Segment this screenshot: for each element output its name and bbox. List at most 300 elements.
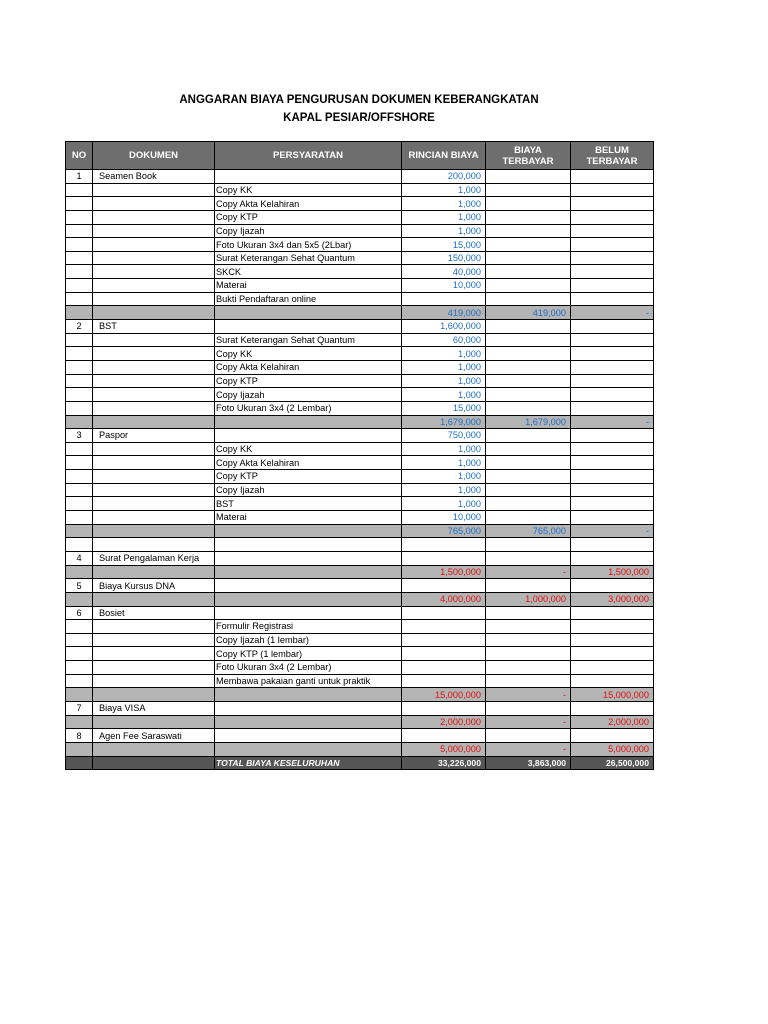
total-dokumen-cell bbox=[93, 756, 215, 770]
table-header-row bbox=[66, 142, 654, 170]
persyaratan-cell: Materai bbox=[215, 279, 402, 293]
dokumen-cell bbox=[93, 483, 215, 497]
persyaratan-cell bbox=[215, 565, 402, 579]
no-cell bbox=[66, 620, 93, 634]
rincian-cell: 60,000 bbox=[402, 333, 486, 347]
terbayar-cell bbox=[486, 183, 571, 197]
dokumen-cell bbox=[93, 238, 215, 252]
rincian-cell bbox=[402, 633, 486, 647]
subtotal-row bbox=[66, 565, 654, 579]
persyaratan-cell bbox=[215, 538, 402, 552]
rincian-cell: 1,000 bbox=[402, 497, 486, 511]
terbayar-cell bbox=[486, 238, 571, 252]
persyaratan-cell bbox=[215, 715, 402, 729]
terbayar-cell bbox=[486, 333, 571, 347]
rincian-cell: 1,000 bbox=[402, 197, 486, 211]
header-rincian-biaya: RINCIAN BIAYA bbox=[402, 142, 486, 170]
belum-cell bbox=[571, 674, 654, 688]
persyaratan-cell: Copy Akta Kelahiran bbox=[215, 197, 402, 211]
table-row bbox=[66, 320, 654, 334]
dokumen-cell: Surat Pengalaman Kerja bbox=[93, 551, 215, 565]
dokumen-cell bbox=[93, 715, 215, 729]
rincian-cell: 1,000 bbox=[402, 360, 486, 374]
terbayar-cell bbox=[486, 265, 571, 279]
persyaratan-cell: Copy Akta Kelahiran bbox=[215, 360, 402, 374]
rincian-cell bbox=[402, 701, 486, 715]
dokumen-cell bbox=[93, 538, 215, 552]
rincian-cell: 1,000 bbox=[402, 442, 486, 456]
table-row bbox=[66, 538, 654, 552]
rincian-cell: 1,600,000 bbox=[402, 320, 486, 334]
rincian-cell: 1,000 bbox=[402, 374, 486, 388]
subtotal-row bbox=[66, 415, 654, 429]
no-cell bbox=[66, 210, 93, 224]
rincian-cell bbox=[402, 661, 486, 675]
belum-cell bbox=[571, 360, 654, 374]
table-row bbox=[66, 170, 654, 184]
no-cell: 3 bbox=[66, 429, 93, 443]
persyaratan-cell: Copy Akta Kelahiran bbox=[215, 456, 402, 470]
dokumen-cell: Paspor bbox=[93, 429, 215, 443]
table-row bbox=[66, 647, 654, 661]
dokumen-cell bbox=[93, 333, 215, 347]
table-row bbox=[66, 265, 654, 279]
no-cell bbox=[66, 374, 93, 388]
table-body bbox=[66, 170, 654, 757]
rincian-cell: 1,000 bbox=[402, 456, 486, 470]
table-row bbox=[66, 279, 654, 293]
table-row bbox=[66, 633, 654, 647]
terbayar-cell: 1,000,000 bbox=[486, 592, 571, 606]
belum-cell: 1,500,000 bbox=[571, 565, 654, 579]
persyaratan-cell bbox=[215, 742, 402, 756]
persyaratan-cell bbox=[215, 551, 402, 565]
rincian-cell bbox=[402, 647, 486, 661]
subtotal-row bbox=[66, 592, 654, 606]
persyaratan-cell: Bukti Pendaftaran online bbox=[215, 292, 402, 306]
no-cell bbox=[66, 565, 93, 579]
belum-cell bbox=[571, 511, 654, 525]
dokumen-cell: Bosiet bbox=[93, 606, 215, 620]
rincian-cell: 5,000,000 bbox=[402, 742, 486, 756]
rincian-cell: 200,000 bbox=[402, 170, 486, 184]
dokumen-cell bbox=[93, 470, 215, 484]
rincian-cell: 1,000 bbox=[402, 347, 486, 361]
dokumen-cell bbox=[93, 388, 215, 402]
rincian-cell: 40,000 bbox=[402, 265, 486, 279]
dokumen-cell bbox=[93, 620, 215, 634]
rincian-cell: 10,000 bbox=[402, 511, 486, 525]
persyaratan-cell: Formulir Registrasi bbox=[215, 620, 402, 634]
terbayar-cell: 765,000 bbox=[486, 524, 571, 538]
terbayar-cell bbox=[486, 579, 571, 593]
no-cell bbox=[66, 279, 93, 293]
dokumen-cell bbox=[93, 360, 215, 374]
persyaratan-cell bbox=[215, 592, 402, 606]
total-no-cell bbox=[66, 756, 93, 770]
persyaratan-cell: Materai bbox=[215, 511, 402, 525]
belum-cell bbox=[571, 551, 654, 565]
no-cell bbox=[66, 511, 93, 525]
table-row bbox=[66, 197, 654, 211]
terbayar-cell bbox=[486, 401, 571, 415]
persyaratan-cell: Membawa pakaian ganti untuk praktik bbox=[215, 674, 402, 688]
no-cell bbox=[66, 633, 93, 647]
dokumen-cell bbox=[93, 401, 215, 415]
dokumen-cell bbox=[93, 210, 215, 224]
persyaratan-cell: Copy KTP bbox=[215, 470, 402, 484]
no-cell bbox=[66, 306, 93, 320]
table-row bbox=[66, 388, 654, 402]
terbayar-cell bbox=[486, 442, 571, 456]
dokumen-cell bbox=[93, 565, 215, 579]
header-persyaratan: PERSYARATAN bbox=[215, 142, 402, 170]
persyaratan-cell: SKCK bbox=[215, 265, 402, 279]
persyaratan-cell: Copy KK bbox=[215, 183, 402, 197]
belum-cell bbox=[571, 701, 654, 715]
table-row bbox=[66, 374, 654, 388]
belum-cell: 2,000,000 bbox=[571, 715, 654, 729]
dokumen-cell bbox=[93, 456, 215, 470]
terbayar-cell bbox=[486, 388, 571, 402]
dokumen-cell bbox=[93, 661, 215, 675]
belum-cell bbox=[571, 470, 654, 484]
persyaratan-cell bbox=[215, 729, 402, 743]
table-row bbox=[66, 661, 654, 675]
persyaratan-cell: Foto Ukuran 3x4 dan 5x5 (2Lbar) bbox=[215, 238, 402, 252]
header-belum-terbayar: BELUM TERBAYAR bbox=[571, 142, 654, 170]
belum-cell bbox=[571, 620, 654, 634]
terbayar-cell bbox=[486, 279, 571, 293]
terbayar-cell bbox=[486, 661, 571, 675]
no-cell: 4 bbox=[66, 551, 93, 565]
no-cell: 2 bbox=[66, 320, 93, 334]
table-row bbox=[66, 606, 654, 620]
dokumen-cell bbox=[93, 306, 215, 320]
total-belum: 26,500,000 bbox=[571, 756, 654, 770]
subtotal-row bbox=[66, 688, 654, 702]
subtotal-row bbox=[66, 742, 654, 756]
belum-cell bbox=[571, 197, 654, 211]
terbayar-cell bbox=[486, 551, 571, 565]
rincian-cell: 15,000 bbox=[402, 238, 486, 252]
no-cell bbox=[66, 388, 93, 402]
total-label: TOTAL BIAYA KESELURUHAN bbox=[215, 756, 402, 770]
belum-cell: - bbox=[571, 524, 654, 538]
dokumen-cell bbox=[93, 197, 215, 211]
dokumen-cell bbox=[93, 224, 215, 238]
persyaratan-cell bbox=[215, 701, 402, 715]
no-cell bbox=[66, 401, 93, 415]
no-cell bbox=[66, 197, 93, 211]
terbayar-cell bbox=[486, 511, 571, 525]
belum-cell bbox=[571, 183, 654, 197]
dokumen-cell bbox=[93, 647, 215, 661]
table-row bbox=[66, 620, 654, 634]
terbayar-cell bbox=[486, 210, 571, 224]
terbayar-cell bbox=[486, 497, 571, 511]
belum-cell bbox=[571, 729, 654, 743]
belum-cell bbox=[571, 538, 654, 552]
no-cell bbox=[66, 470, 93, 484]
terbayar-cell bbox=[486, 538, 571, 552]
no-cell bbox=[66, 524, 93, 538]
no-cell bbox=[66, 292, 93, 306]
no-cell bbox=[66, 483, 93, 497]
no-cell bbox=[66, 715, 93, 729]
table-row bbox=[66, 210, 654, 224]
dokumen-cell bbox=[93, 442, 215, 456]
terbayar-cell: - bbox=[486, 715, 571, 729]
rincian-cell bbox=[402, 551, 486, 565]
persyaratan-cell bbox=[215, 415, 402, 429]
dokumen-cell bbox=[93, 524, 215, 538]
persyaratan-cell bbox=[215, 170, 402, 184]
terbayar-cell bbox=[486, 647, 571, 661]
belum-cell bbox=[571, 320, 654, 334]
persyaratan-cell bbox=[215, 579, 402, 593]
terbayar-cell bbox=[486, 606, 571, 620]
dokumen-cell bbox=[93, 511, 215, 525]
belum-cell bbox=[571, 483, 654, 497]
no-cell bbox=[66, 674, 93, 688]
belum-cell bbox=[571, 456, 654, 470]
header-biaya-terbayar: BIAYA TERBAYAR bbox=[486, 142, 571, 170]
persyaratan-cell: Surat Keterangan Sehat Quantum bbox=[215, 333, 402, 347]
table-row bbox=[66, 347, 654, 361]
no-cell: 6 bbox=[66, 606, 93, 620]
belum-cell: 5,000,000 bbox=[571, 742, 654, 756]
persyaratan-cell: Copy KTP bbox=[215, 374, 402, 388]
terbayar-cell: 419,000 bbox=[486, 306, 571, 320]
persyaratan-cell bbox=[215, 429, 402, 443]
belum-cell bbox=[571, 374, 654, 388]
dokumen-cell bbox=[93, 183, 215, 197]
table-row bbox=[66, 579, 654, 593]
belum-cell bbox=[571, 429, 654, 443]
no-cell bbox=[66, 442, 93, 456]
belum-cell: - bbox=[571, 306, 654, 320]
belum-cell bbox=[571, 279, 654, 293]
terbayar-cell bbox=[486, 456, 571, 470]
persyaratan-cell bbox=[215, 524, 402, 538]
no-cell bbox=[66, 592, 93, 606]
terbayar-cell bbox=[486, 197, 571, 211]
no-cell bbox=[66, 347, 93, 361]
dokumen-cell bbox=[93, 374, 215, 388]
no-cell bbox=[66, 647, 93, 661]
table-row bbox=[66, 183, 654, 197]
table-row bbox=[66, 251, 654, 265]
header-dokumen: DOKUMEN bbox=[93, 142, 215, 170]
dokumen-cell bbox=[93, 265, 215, 279]
belum-cell bbox=[571, 210, 654, 224]
persyaratan-cell bbox=[215, 320, 402, 334]
no-cell bbox=[66, 183, 93, 197]
no-cell bbox=[66, 688, 93, 702]
terbayar-cell bbox=[486, 374, 571, 388]
belum-cell bbox=[571, 238, 654, 252]
rincian-cell: 2,000,000 bbox=[402, 715, 486, 729]
terbayar-cell bbox=[486, 674, 571, 688]
persyaratan-cell: Copy KK bbox=[215, 347, 402, 361]
terbayar-cell: 1,679,000 bbox=[486, 415, 571, 429]
table-row bbox=[66, 292, 654, 306]
rincian-cell: 1,000 bbox=[402, 224, 486, 238]
terbayar-cell bbox=[486, 347, 571, 361]
belum-cell: 15,000,000 bbox=[571, 688, 654, 702]
rincian-cell: 1,000 bbox=[402, 183, 486, 197]
belum-cell bbox=[571, 497, 654, 511]
rincian-cell: 1,679,000 bbox=[402, 415, 486, 429]
rincian-cell bbox=[402, 729, 486, 743]
persyaratan-cell: Copy Ijazah bbox=[215, 224, 402, 238]
no-cell bbox=[66, 224, 93, 238]
dokumen-cell bbox=[93, 415, 215, 429]
belum-cell bbox=[571, 442, 654, 456]
belum-cell bbox=[571, 647, 654, 661]
dokumen-cell: Seamen Book bbox=[93, 170, 215, 184]
belum-cell bbox=[571, 401, 654, 415]
dokumen-cell bbox=[93, 633, 215, 647]
terbayar-cell bbox=[486, 360, 571, 374]
rincian-cell bbox=[402, 292, 486, 306]
terbayar-cell bbox=[486, 620, 571, 634]
persyaratan-cell: Copy Ijazah bbox=[215, 483, 402, 497]
belum-cell bbox=[571, 292, 654, 306]
belum-cell bbox=[571, 661, 654, 675]
table-row bbox=[66, 442, 654, 456]
table-row bbox=[66, 551, 654, 565]
no-cell bbox=[66, 538, 93, 552]
terbayar-cell bbox=[486, 429, 571, 443]
terbayar-cell bbox=[486, 251, 571, 265]
rincian-cell: 15,000 bbox=[402, 401, 486, 415]
table-row bbox=[66, 456, 654, 470]
total-row bbox=[66, 756, 654, 770]
terbayar-cell: - bbox=[486, 688, 571, 702]
table-row bbox=[66, 238, 654, 252]
persyaratan-cell: Surat Keterangan Sehat Quantum bbox=[215, 251, 402, 265]
persyaratan-cell: Foto Ukuran 3x4 (2 Lembar) bbox=[215, 401, 402, 415]
terbayar-cell bbox=[486, 292, 571, 306]
rincian-cell bbox=[402, 538, 486, 552]
rincian-cell: 15,000,000 bbox=[402, 688, 486, 702]
header-no: NO bbox=[66, 142, 93, 170]
belum-cell: - bbox=[571, 415, 654, 429]
rincian-cell: 765,000 bbox=[402, 524, 486, 538]
table-row bbox=[66, 701, 654, 715]
rincian-cell: 419,000 bbox=[402, 306, 486, 320]
dokumen-cell bbox=[93, 688, 215, 702]
dokumen-cell: Biaya VISA bbox=[93, 701, 215, 715]
dokumen-cell bbox=[93, 497, 215, 511]
no-cell bbox=[66, 742, 93, 756]
dokumen-cell bbox=[93, 279, 215, 293]
persyaratan-cell bbox=[215, 306, 402, 320]
table-row bbox=[66, 333, 654, 347]
belum-cell bbox=[571, 633, 654, 647]
table-row bbox=[66, 224, 654, 238]
dokumen-cell bbox=[93, 347, 215, 361]
belum-cell bbox=[571, 170, 654, 184]
persyaratan-cell: BST bbox=[215, 497, 402, 511]
rincian-cell: 10,000 bbox=[402, 279, 486, 293]
terbayar-cell bbox=[486, 729, 571, 743]
dokumen-cell: BST bbox=[93, 320, 215, 334]
dokumen-cell: Agen Fee Saraswati bbox=[93, 729, 215, 743]
dokumen-cell bbox=[93, 251, 215, 265]
table-row bbox=[66, 401, 654, 415]
dokumen-cell bbox=[93, 742, 215, 756]
dokumen-cell bbox=[93, 592, 215, 606]
document-subtitle: KAPAL PESIAR/OFFSHORE bbox=[283, 112, 435, 124]
persyaratan-cell bbox=[215, 688, 402, 702]
persyaratan-cell: Copy Ijazah bbox=[215, 388, 402, 402]
belum-cell bbox=[571, 606, 654, 620]
no-cell bbox=[66, 265, 93, 279]
no-cell: 8 bbox=[66, 729, 93, 743]
table-row bbox=[66, 729, 654, 743]
no-cell bbox=[66, 251, 93, 265]
rincian-cell: 750,000 bbox=[402, 429, 486, 443]
belum-cell bbox=[571, 579, 654, 593]
terbayar-cell: - bbox=[486, 565, 571, 579]
belum-cell bbox=[571, 251, 654, 265]
belum-cell: 3,000,000 bbox=[571, 592, 654, 606]
table-row bbox=[66, 470, 654, 484]
belum-cell bbox=[571, 388, 654, 402]
rincian-cell: 1,000 bbox=[402, 210, 486, 224]
terbayar-cell bbox=[486, 470, 571, 484]
no-cell bbox=[66, 360, 93, 374]
table-row bbox=[66, 429, 654, 443]
rincian-cell: 1,500,000 bbox=[402, 565, 486, 579]
budget-table bbox=[65, 141, 654, 770]
table-row bbox=[66, 674, 654, 688]
terbayar-cell bbox=[486, 320, 571, 334]
total-rincian: 33,226,000 bbox=[402, 756, 486, 770]
rincian-cell: 1,000 bbox=[402, 470, 486, 484]
belum-cell bbox=[571, 265, 654, 279]
rincian-cell: 150,000 bbox=[402, 251, 486, 265]
table-row bbox=[66, 360, 654, 374]
document-title: ANGGARAN BIAYA PENGURUSAN DOKUMEN KEBERANGKATAN bbox=[179, 94, 539, 106]
terbayar-cell bbox=[486, 701, 571, 715]
no-cell: 7 bbox=[66, 701, 93, 715]
no-cell bbox=[66, 661, 93, 675]
subtotal-row bbox=[66, 306, 654, 320]
rincian-cell bbox=[402, 579, 486, 593]
terbayar-cell: - bbox=[486, 742, 571, 756]
table-row bbox=[66, 511, 654, 525]
persyaratan-cell bbox=[215, 606, 402, 620]
rincian-cell bbox=[402, 674, 486, 688]
no-cell: 5 bbox=[66, 579, 93, 593]
no-cell bbox=[66, 456, 93, 470]
terbayar-cell bbox=[486, 224, 571, 238]
belum-cell bbox=[571, 224, 654, 238]
persyaratan-cell: Copy KTP (1 lembar) bbox=[215, 647, 402, 661]
rincian-cell: 1,000 bbox=[402, 483, 486, 497]
subtotal-row bbox=[66, 715, 654, 729]
rincian-cell: 1,000 bbox=[402, 388, 486, 402]
rincian-cell: 4,000,000 bbox=[402, 592, 486, 606]
no-cell: 1 bbox=[66, 170, 93, 184]
belum-cell bbox=[571, 347, 654, 361]
no-cell bbox=[66, 415, 93, 429]
persyaratan-cell: Foto Ukuran 3x4 (2 Lembar) bbox=[215, 661, 402, 675]
